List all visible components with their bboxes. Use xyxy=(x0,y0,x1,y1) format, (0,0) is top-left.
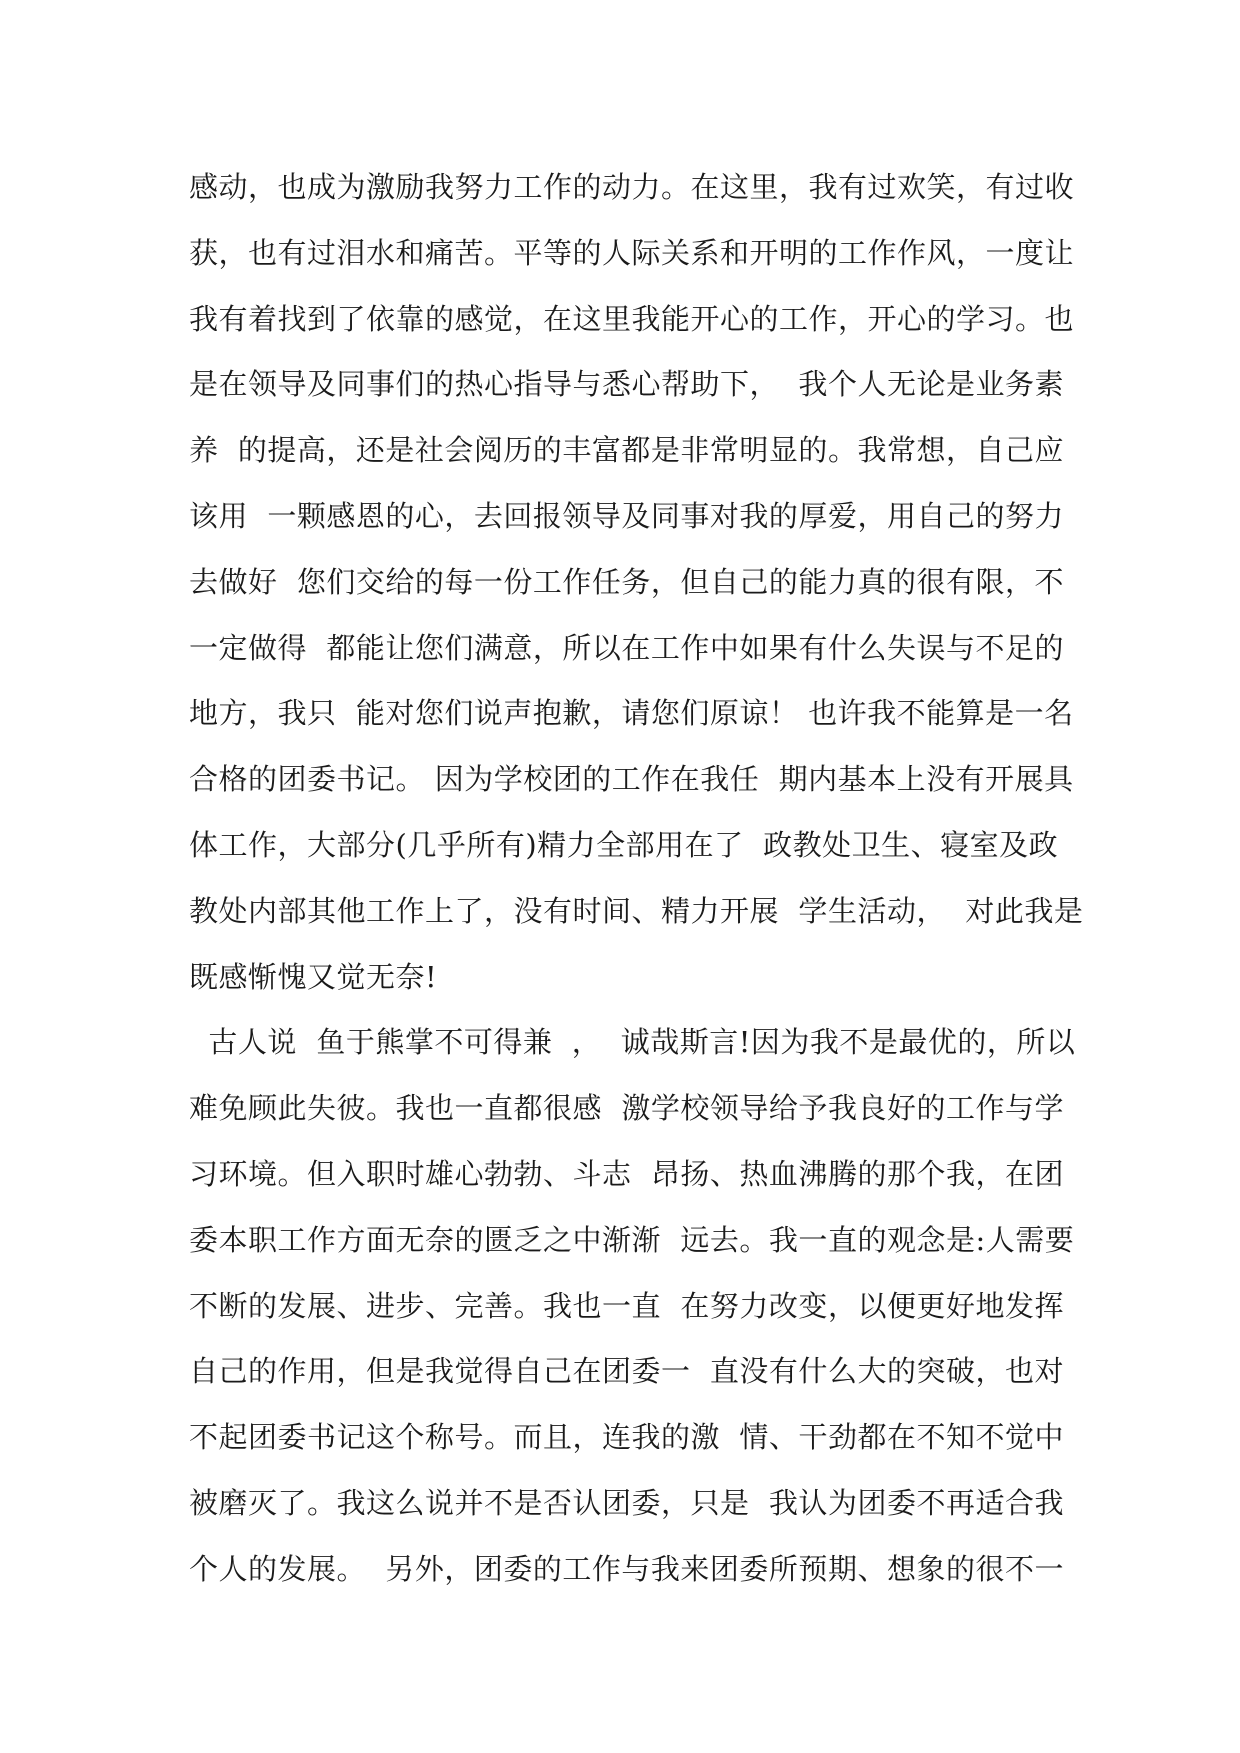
text-line: 一定做得 都能让您们满意，所以在工作中如果有什么失误与不足的 xyxy=(189,630,1064,665)
text-line: 感动，也成为激励我努力工作的动力。在这里，我有过欢笑，有过收 xyxy=(189,170,1075,204)
text-line: 习环境。但入职时雄心勃勃、斗志 昂扬、热血沸腾的那个我，在团 xyxy=(189,1156,1064,1191)
text-line: 去做好 您们交给的每一份工作任务，但自己的能力真的很有限，不 xyxy=(189,564,1064,599)
text-line: 委本职工作方面无奈的匮乏之中渐渐 远去。我一直的观念是:人需要 xyxy=(189,1222,1075,1257)
text-line: 我有着找到了依靠的感觉，在这里我能开心的工作，开心的学习。也 xyxy=(189,301,1075,336)
text-line: 个人的发展。 另外，团委的工作与我来团委所预期、想象的很不一 xyxy=(189,1551,1064,1586)
text-line: 被磨灭了。我这么说并不是否认团委，只是 我认为团委不再适合我 xyxy=(189,1485,1064,1520)
text-line: 地方，我只 能对您们说声抱歉，请您们原谅！ 也许我不能算是一名 xyxy=(189,696,1074,731)
text-line: 教处内部其他工作上了，没有时间、精力开展 学生活动， 对此我是 xyxy=(189,893,1084,928)
text-line: 获，也有过泪水和痛苦。平等的人际关系和开明的工作作风，一度让 xyxy=(189,235,1075,270)
text-line: 养 的提高，还是社会阅历的丰富都是非常明显的。我常想，自己应 xyxy=(189,433,1064,468)
text-line: 自己的作用，但是我觉得自己在团委一 直没有什么大的突破，也对 xyxy=(189,1354,1064,1389)
text-line: 不断的发展、进步、完善。我也一直 在努力改变，以便更好地发挥 xyxy=(189,1288,1064,1323)
body-text xyxy=(189,155,1084,1603)
text-line: 不起团委书记这个称号。而且，连我的激 情、干劲都在不知不觉中 xyxy=(189,1420,1064,1455)
text-line: 合格的团委书记。 因为学校团的工作在我任 期内基本上没有开展具 xyxy=(189,762,1074,797)
text-line: 该用 一颗感恩的心，去回报领导及同事对我的厚爱，用自己的努力 xyxy=(189,498,1064,533)
text-line: 是在领导及同事们的热心指导与悉心帮助下， 我个人无论是业务素 xyxy=(189,367,1064,402)
text-line: 体工作，大部分(几乎所有)精力全部用在了 政教处卫生、寝室及政 xyxy=(189,827,1059,862)
text-line: 难免顾此失彼。我也一直都很感 激学校领导给予我良好的工作与学 xyxy=(189,1091,1064,1126)
text-line: 既感惭愧又觉无奈! xyxy=(189,959,438,994)
text-line: 古人说 鱼于熊掌不可得兼 ， 诚哉斯言!因为我不是最优的，所以 xyxy=(189,1025,1076,1060)
